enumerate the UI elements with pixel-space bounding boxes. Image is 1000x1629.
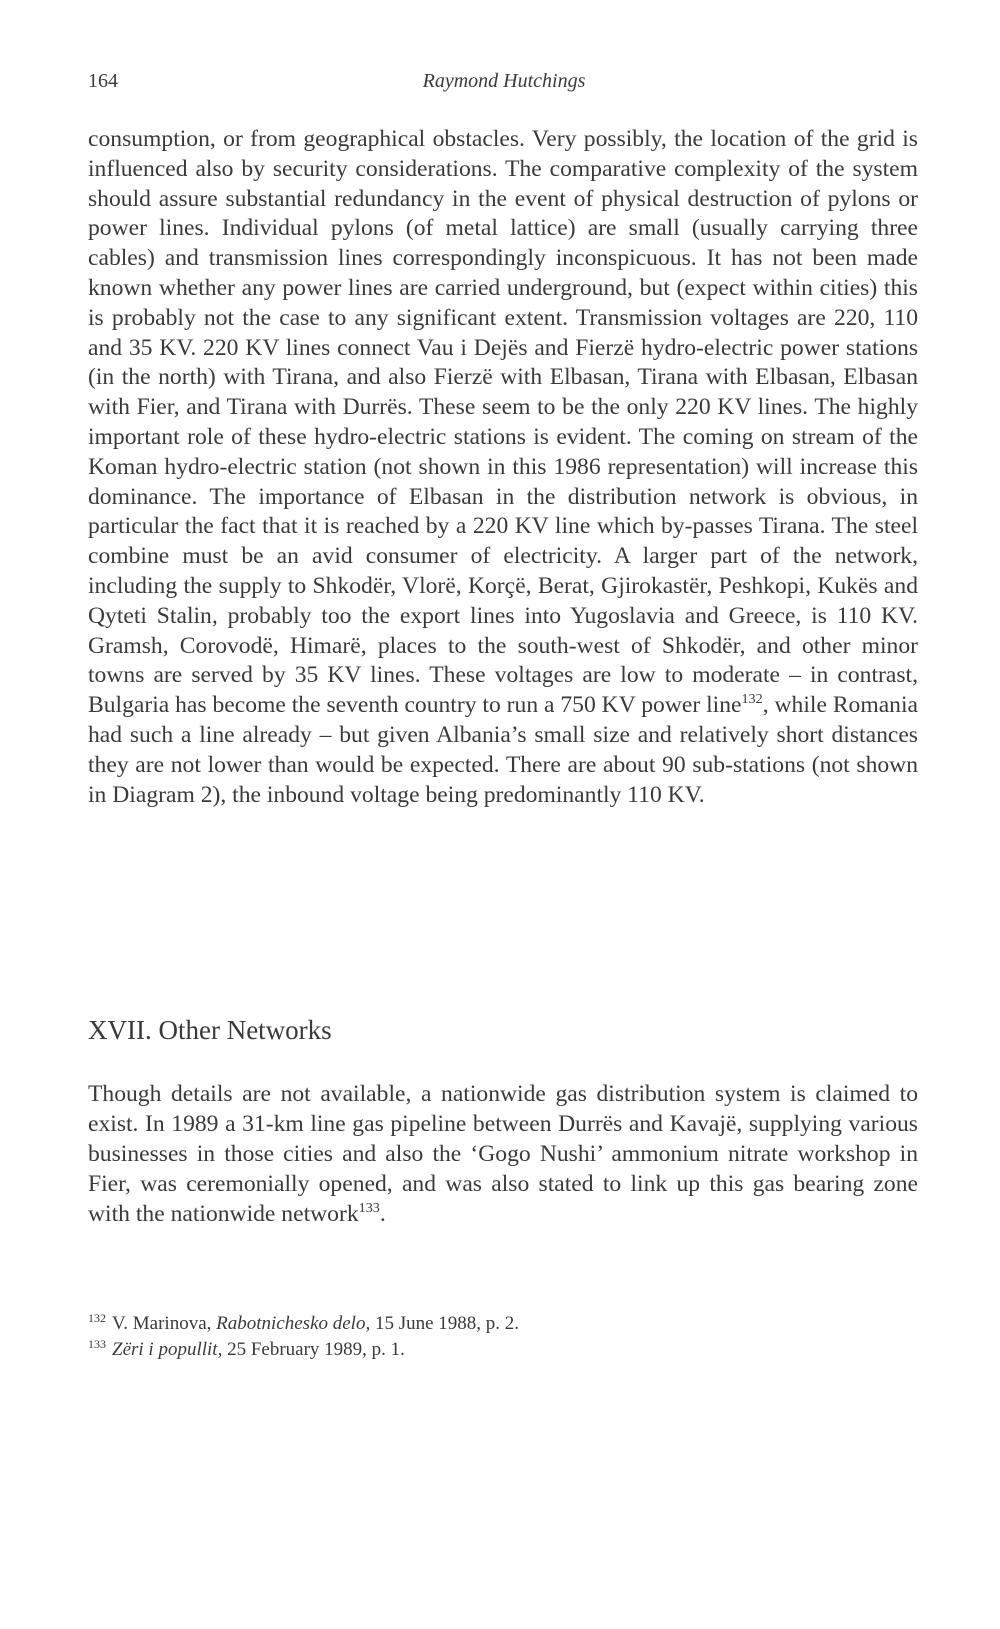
paragraph-text: consumption, or from geographical obstacles. Very possibly, the location of the grid is influenced also by security considerations. The comparative complexity of the system should assure substantial redundancy in the event of physical destruction of pylons or power lines. Individual pylons (of metal lattice) are small (usually carrying three cables) and transmission lines correspondingly inconspicuous. It has not been made known whether any power lines are carried underground, but (expect within cities) this is probably not the case to any significant extent. Transmission voltages are 220, 110 and 35 KV. 220 KV lines connect Vau i Dejës and Fierzë hydro-electric power stations (in the north) with Tirana, and also Fierzë with Elbasan, Tirana with Elbasan, Elbasan with Fier, and Tirana with Durrës. These seem to be the only 220 KV lines. The highly important role of these hydro-electric stations is evident. The coming on stream of the Koman hydro-electric station (not shown in this 1986 representation) will increase this dominance. The importance of Elbasan in the distribution network is obvious, in particular the fact that it is reached by a 220 KV line which by-passes Tirana. The steel combine must be an avid consumer of electricity. A larger part of the network, including the supply to Shkodër, Vlorë, Korçë, Berat, Gjirokastër, Peshkopi, Kukës and Qyteti Stalin, probably too the export lines into Yugoslavia and Greece, is 110 KV. Gramsh, Corovodë, Himarë, places to the south-west of Shkodër, and other minor towns are served by 35 KV lines. These voltages are low to moderate – in contrast, Bulgaria has become the seventh country to run a 750 KV power line [88, 126, 918, 719]
footnote-reference[interactable]: 132 [741, 691, 763, 708]
footnote-source: Rabotnichesko delo, [216, 1313, 371, 1334]
footnote-author: V. Marinova, [112, 1313, 217, 1334]
running-title: Raymond Hutchings [422, 70, 586, 92]
page-number: 164 [88, 70, 118, 92]
body-paragraph [88, 125, 918, 810]
footnote-details: 25 February 1989, p. 1. [222, 1339, 405, 1360]
footnote-number: 132 [88, 1310, 106, 1325]
running-head [88, 70, 920, 100]
footnote-reference[interactable]: 133 [358, 1200, 380, 1217]
paragraph-text-continued: , while Romania had such a line already – but given Albania’s small size and relatively short distances they are not lower than would be expected. There are about 90 sub-stations (not shown in Diagram 2), the inbound voltage being predominantly 110 KV. [88, 692, 918, 808]
footnotes [88, 1311, 918, 1363]
footnote-number: 133 [88, 1336, 106, 1351]
footnote-132 [88, 1311, 918, 1337]
section-heading: XVII. Other Networks [88, 1015, 332, 1045]
footnote-133 [88, 1337, 918, 1363]
section-paragraph [88, 1079, 918, 1229]
footnote-details: 15 June 1988, p. 2. [370, 1313, 520, 1334]
section-paragraph-end: . [379, 1201, 386, 1227]
footnote-source: Zëri i popullit, [112, 1339, 223, 1360]
section-paragraph-text: Though details are not available, a nationwide gas distribution system is claimed to exist. In 1989 a 31-km line gas pipeline between Durrës and Kavajë, supplying various businesses in those cities and also the ‘Gogo Nushi’ ammonium nitrate workshop in Fier, was ceremonially opened, and was also stated to link up this gas bearing zone with the nationwide network [88, 1081, 918, 1227]
